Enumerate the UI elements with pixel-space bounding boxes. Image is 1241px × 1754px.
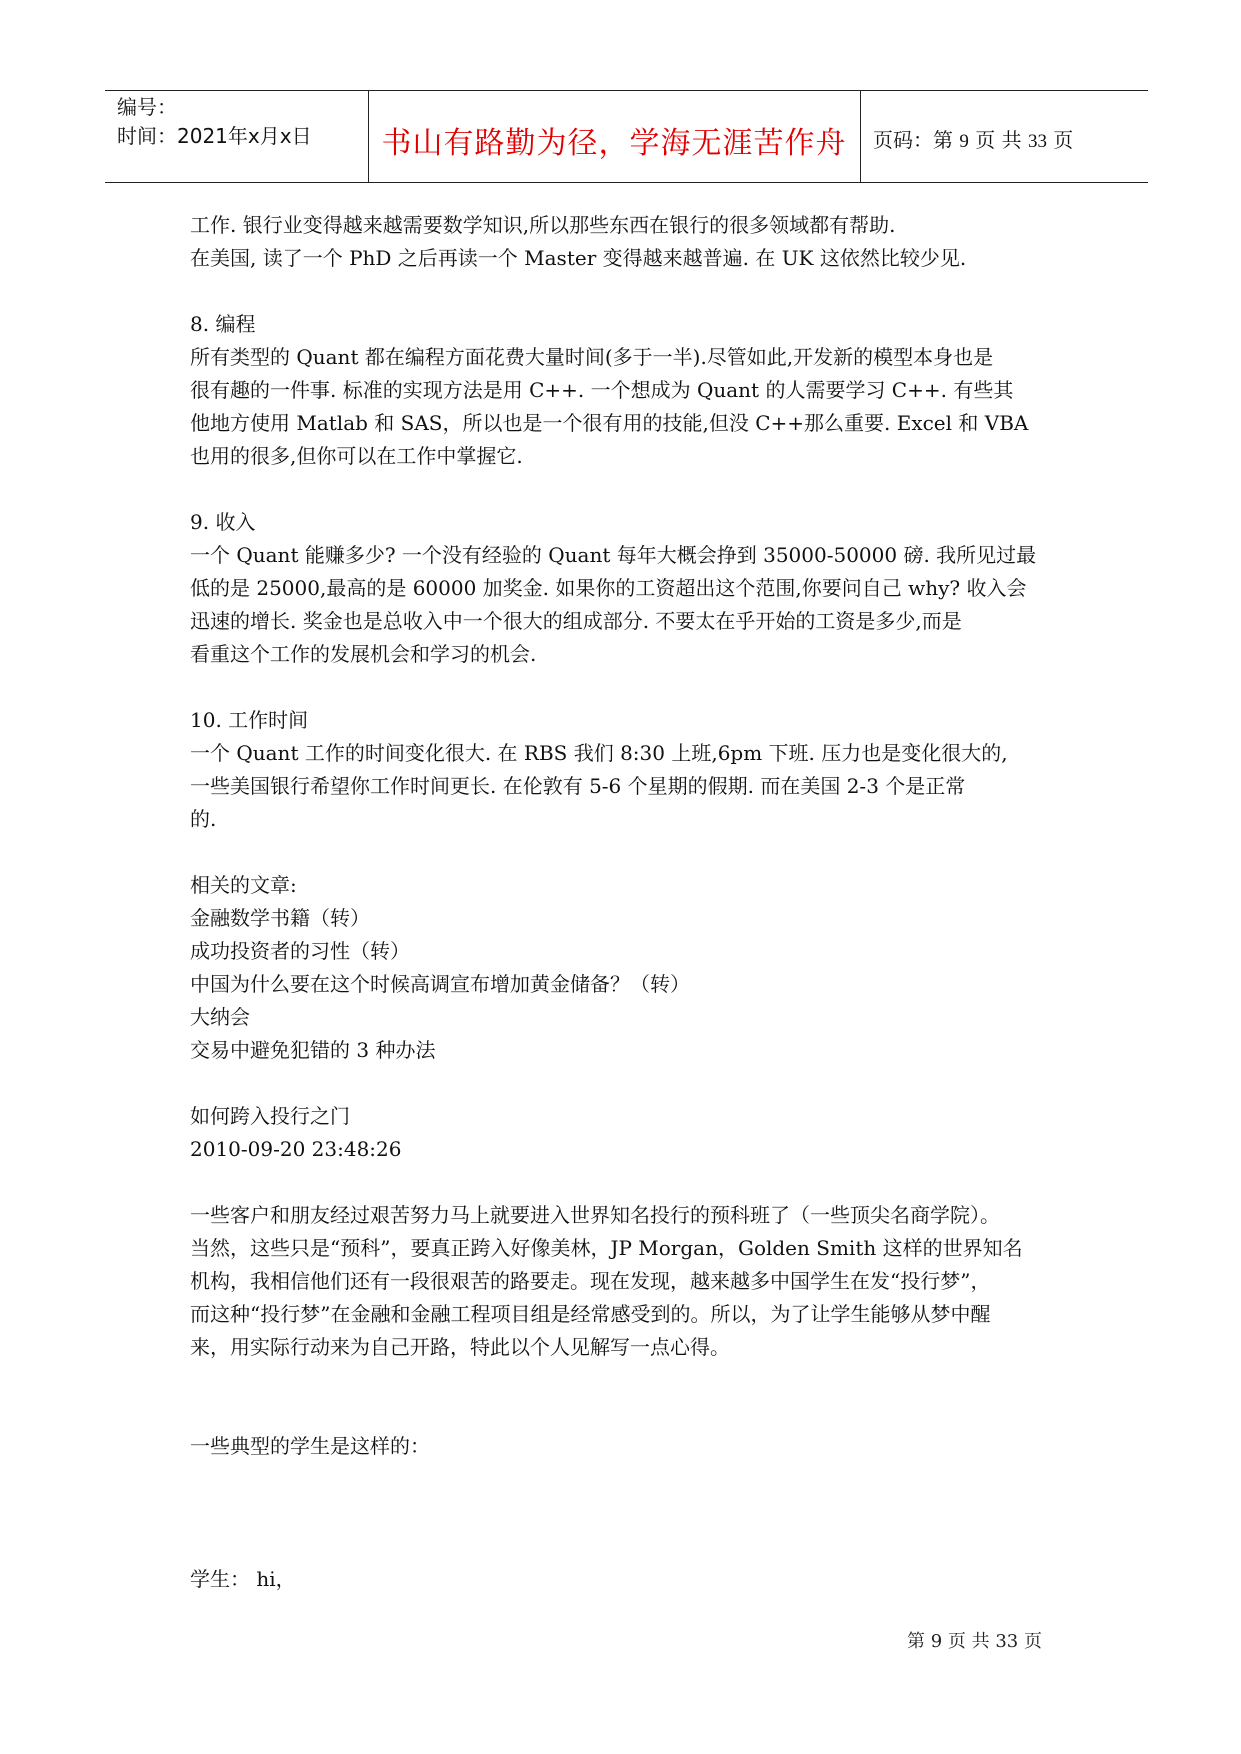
header-divider-right	[860, 90, 861, 182]
related-article-link[interactable]: 中国为什么要在这个时候高调宣布增加黄金储备？（转）	[190, 972, 690, 996]
paragraph-line: 迅速的增长. 奖金也是总收入中一个很大的组成部分. 不要太在乎开始的工资是多少,而是	[190, 609, 962, 633]
related-article-link[interactable]: 交易中避免犯错的 3 种办法	[190, 1038, 436, 1062]
section-heading-hours: 10. 工作时间	[190, 708, 309, 732]
paragraph-line: 的.	[190, 807, 217, 831]
paragraph-line: 低的是 25000,最高的是 60000 加奖金. 如果你的工资超出这个范围,你要问自己 why? 收入会	[190, 576, 1027, 600]
related-article-link[interactable]: 金融数学书籍（转）	[190, 906, 370, 930]
document-time: 时间：2021年x月x日	[117, 124, 312, 148]
page-footer: 第 9 页 共 33 页	[907, 1631, 1042, 1652]
header-top-rule	[105, 90, 1148, 91]
article-date: 2010-09-20 23:48:26	[190, 1137, 402, 1161]
page-prefix: 页码：第	[873, 128, 953, 152]
paragraph-line: 来，用实际行动来为自己开路，特此以个人见解写一点心得。	[190, 1335, 730, 1359]
section-heading-income: 9. 收入	[190, 510, 256, 534]
related-articles-heading: 相关的文章:	[190, 873, 297, 897]
page-suffix: 页	[1053, 128, 1074, 152]
paragraph-line: 也用的很多,但你可以在工作中掌握它.	[190, 444, 523, 468]
page-mid: 页 共	[975, 128, 1022, 152]
paragraph-line: 学生： hi，	[190, 1567, 296, 1591]
document-number-label: 编号：	[117, 95, 177, 119]
paragraph-line: 看重这个工作的发展机会和学习的机会.	[190, 642, 537, 666]
paragraph-line: 工作. 银行业变得越来越需要数学知识,所以那些东西在银行的很多领域都有帮助.	[190, 213, 896, 237]
header-motto: 书山有路勤为径，学海无涯苦作舟	[381, 126, 847, 161]
related-article-link[interactable]: 成功投资者的习性（转）	[190, 939, 410, 963]
page-total: 33	[1027, 131, 1047, 152]
paragraph-line: 一些典型的学生是这样的：	[190, 1434, 430, 1458]
paragraph-line: 而这种“投行梦”在金融和金融工程项目组是经常感受到的。所以，为了让学生能够从梦中醒	[190, 1302, 991, 1326]
section-heading-programming: 8. 编程	[190, 312, 256, 336]
paragraph-line: 当然，这些只是“预科”，要真正跨入好像美林，JP Morgan，Golden Smith 这样的世界知名	[190, 1236, 1023, 1260]
header-bottom-rule	[105, 182, 1148, 183]
document-body	[190, 209, 1062, 1596]
paragraph-line: 机构，我相信他们还有一段很艰苦的路要走。现在发现，越来越多中国学生在发“投行梦”，	[190, 1269, 991, 1293]
paragraph-line: 他地方使用 Matlab 和 SAS，所以也是一个很有用的技能,但没 C++那么重要. Excel 和 VBA	[190, 411, 1029, 435]
paragraph-line: 一些客户和朋友经过艰苦努力马上就要进入世界知名投行的预科班了（一些顶尖名商学院）。	[190, 1203, 1000, 1227]
paragraph-line: 很有趣的一件事. 标准的实现方法是用 C++. 一个想成为 Quant 的人需要学习 C++. 有些其	[190, 378, 1014, 402]
header-meta	[117, 93, 312, 151]
page-number: 9	[959, 131, 969, 152]
article-title: 如何跨入投行之门	[190, 1104, 350, 1128]
paragraph-line: 在美国, 读了一个 PhD 之后再读一个 Master 变得越来越普遍. 在 UK 这依然比较少见.	[190, 246, 967, 270]
paragraph-line: 一些美国银行希望你工作时间更长. 在伦敦有 5-6 个星期的假期. 而在美国 2-3 个是正常	[190, 774, 966, 798]
related-article-link[interactable]: 大纳会	[190, 1005, 250, 1029]
paragraph-line: 一个 Quant 能赚多少? 一个没有经验的 Quant 每年大概会挣到 35000-50000 磅. 我所见过最	[190, 543, 1037, 567]
paragraph-line: 一个 Quant 工作的时间变化很大. 在 RBS 我们 8:30 上班,6pm 下班. 压力也是变化很大的,	[190, 741, 1008, 765]
header-page-info	[873, 124, 1073, 153]
paragraph-line: 所有类型的 Quant 都在编程方面花费大量时间(多于一半).尽管如此,开发新的模型本身也是	[190, 345, 994, 369]
